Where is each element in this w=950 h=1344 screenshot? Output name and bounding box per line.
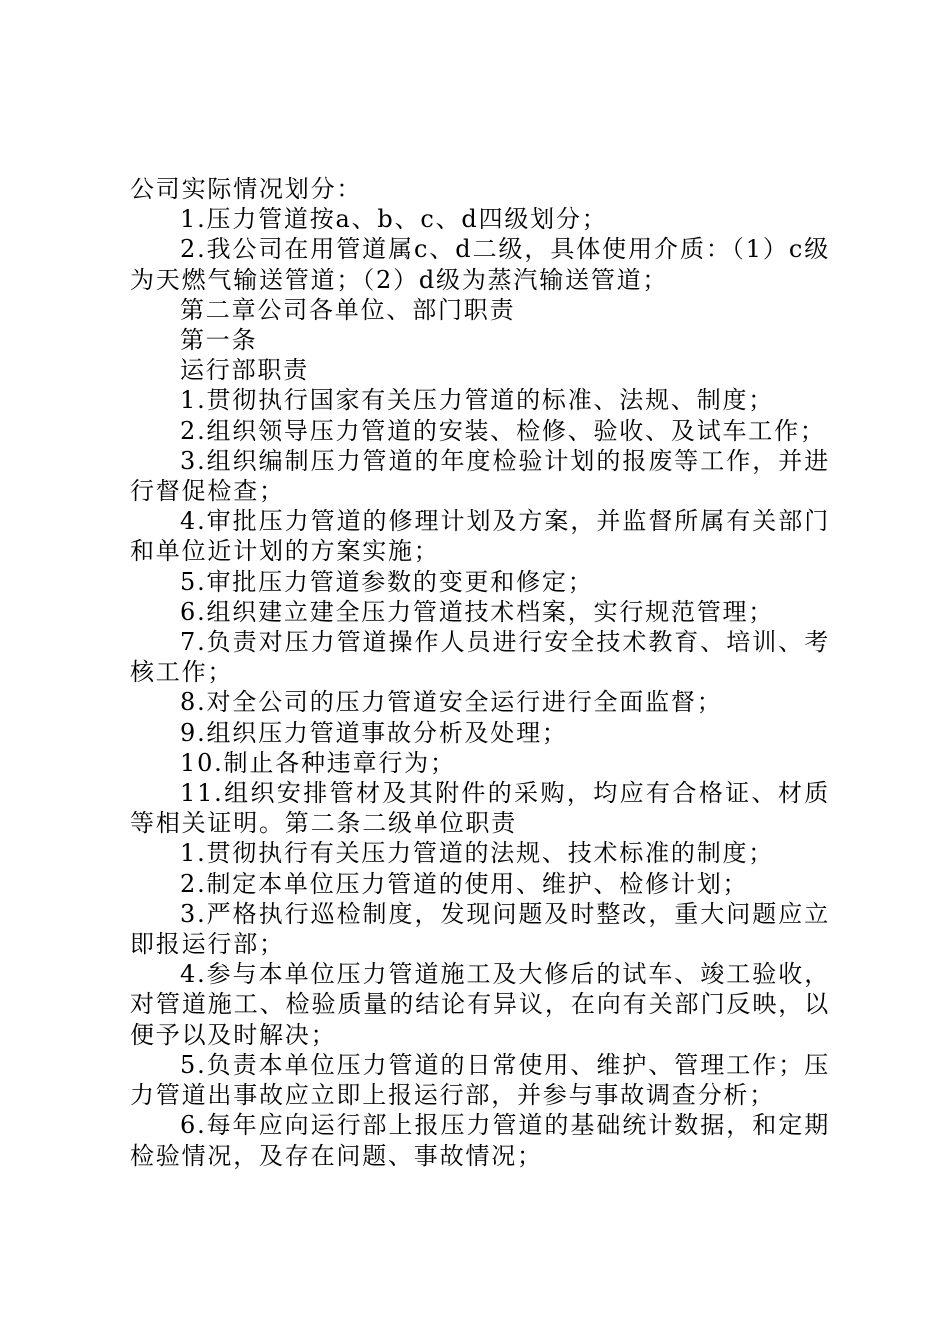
paragraph-item: 1.贯彻执行国家有关压力管道的标准、法规、制度； [180, 386, 775, 415]
paragraph-item: 4.审批压力管道的修理计划及方案，并监督所属有关部门和单位近计划的方案实施； [130, 507, 830, 566]
paragraph-item: 6.每年应向运行部上报压力管道的基础统计数据，和定期检验情况，及存在问题、事故情况； [130, 1111, 830, 1170]
paragraph-item: 10.制止各种违章行为； [180, 748, 456, 777]
paragraph-item: 11.组织安排管材及其附件的采购，均应有合格证、材质等相关证明。第二条二级单位职责 [130, 779, 830, 838]
paragraph-item: 3.组织编制压力管道的年度检验计划的报废等工作，并进行督促检查； [130, 446, 830, 506]
paragraph-item: 3.严格执行巡检制度，发现问题及时整改，重大问题应立即报运行部； [130, 899, 830, 959]
paragraph-intro: 公司实际情况划分： [130, 175, 363, 203]
paragraph-item: 1.压力管道按a、b、c、d四级划分； [180, 205, 608, 234]
article-heading: 第一条 [180, 326, 258, 355]
section-heading: 运行部职责 [180, 356, 309, 385]
paragraph-item: 2.我公司在用管道属c、d二级，具体使用介质：（1）c级为天燃气输送管道；（2）d级为蒸汽输送管道； [130, 235, 830, 294]
paragraph-item: 4.参与本单位压力管道施工及大修后的试车、竣工验收，对管道施工、检验质量的结论有异议，在向有关部门反映，以便予以及时解决； [130, 960, 830, 1049]
paragraph-item: 2.组织领导压力管道的安装、检修、验收、及试车工作； [180, 416, 826, 445]
paragraph-item: 2.制定本单位压力管道的使用、维护、检修计划； [180, 869, 749, 898]
paragraph-item: 8.对全公司的压力管道安全运行进行全面监督； [180, 688, 723, 717]
paragraph-item: 7.负责对压力管道操作人员进行安全技术教育、培训、考核工作； [130, 628, 830, 687]
paragraph-item: 6.组织建立建全压力管道技术档案，实行规范管理； [180, 597, 775, 626]
chapter-heading: 第二章公司各单位、部门职责 [180, 295, 516, 324]
paragraph-item: 5.负责本单位压力管道的日常使用、维护、管理工作；压力管道出事故应立即上报运行部，并参与事故调查分析； [130, 1050, 830, 1110]
paragraph-item: 9.组织压力管道事故分析及处理； [180, 718, 568, 747]
paragraph-item: 5.审批压力管道参数的变更和修定； [180, 567, 594, 596]
document-body [130, 174, 830, 1171]
paragraph-item: 1.贯彻执行有关压力管道的法规、技术标准的制度； [180, 839, 775, 868]
